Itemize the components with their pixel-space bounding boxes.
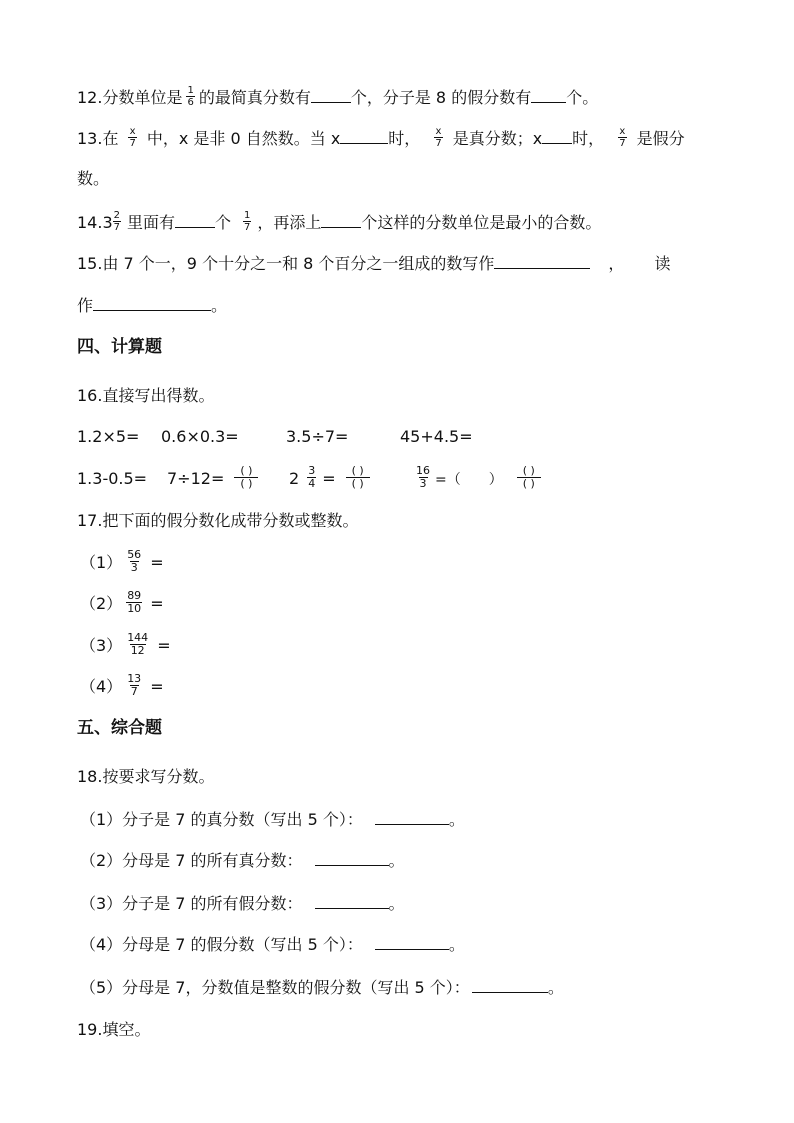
fraction: $\frac{x}{7}$	[129, 126, 136, 149]
question-13-cont: 数。	[77, 169, 110, 188]
fraction: $\frac{1}{6}$	[187, 85, 194, 108]
answer-blank[interactable]	[315, 892, 389, 909]
answer-blank[interactable]	[375, 808, 449, 825]
question-17-title: 17.把下面的假分数化成带分数或整数。	[77, 511, 359, 530]
blank-fraction[interactable]: ( ) ( )	[234, 465, 258, 490]
answer-blank[interactable]	[531, 86, 566, 103]
answer-blank[interactable]	[321, 211, 361, 228]
calc-item: $\frac{16}{3}$ =（ ） ( ) ( )	[415, 467, 545, 492]
question-16-title: 16.直接写出得数。	[77, 386, 215, 405]
answer-blank[interactable]	[311, 86, 351, 103]
question-19-title: 19.填空。	[77, 1020, 151, 1039]
fraction: $\frac{1}{7}$	[244, 210, 251, 233]
fraction: $\frac{16}{3}$	[416, 464, 430, 490]
question-15: 15.由 7 个一，9 个十分之一和 8 个百分之一组成的数写作 ， 读	[77, 254, 671, 273]
fraction: $\frac{89}{10}$	[127, 589, 142, 615]
fraction: $\frac{13}{7}$	[127, 672, 142, 698]
question-13: 13.在 $\frac{x}{7}$ 中，x 是非 0 自然数。当 x 时， $\frac{x}{7}$ 是真分数；x 时， $\frac{x}{7}$ 是假分	[77, 126, 685, 149]
fraction: $\frac{3}{4}$	[308, 464, 316, 490]
question-14: 14.3 $\frac{2}{7}$ 里面有 个 $\frac{1}{7}$ ，再添上 个这样的分数单位是最小的合数。	[77, 210, 602, 233]
section-heading: 五、综合题	[77, 718, 162, 738]
section-heading: 四、计算题	[77, 337, 162, 357]
fraction: $\frac{144}{12}$	[127, 631, 149, 657]
list-item: （1） $\frac{56}{3}$ =	[80, 548, 164, 574]
list-item: （1）分子是 7 的真分数（写出 5 个）： 。	[80, 810, 465, 829]
calc-item: 0.6×0.3=	[161, 427, 239, 446]
answer-blank[interactable]	[375, 933, 449, 950]
list-item: （4） $\frac{13}{7}$ =	[80, 672, 164, 698]
list-item: （5）分母是 7，分数值是整数的假分数（写出 5 个）： 。	[80, 978, 564, 997]
list-item: （4）分母是 7 的假分数（写出 5 个）： 。	[80, 935, 465, 954]
question-18-title: 18.按要求写分数。	[77, 767, 215, 786]
fraction: $\frac{2}{7}$	[113, 210, 120, 233]
list-item: （3）分子是 7 的所有假分数： 。	[80, 894, 405, 913]
answer-blank[interactable]	[93, 294, 211, 311]
list-item: （2）分母是 7 的所有真分数： 。	[80, 851, 405, 870]
fraction: $\frac{x}{7}$	[435, 126, 442, 149]
answer-blank[interactable]	[494, 252, 590, 269]
blank-fraction[interactable]: ( ) ( )	[346, 465, 370, 490]
answer-blank[interactable]	[315, 849, 389, 866]
calc-item: 3.5÷7=	[286, 427, 349, 446]
fraction: $\frac{x}{7}$	[619, 126, 626, 149]
fraction: $\frac{56}{3}$	[127, 548, 142, 574]
calc-item: 1.2×5=	[77, 427, 140, 446]
calc-item: 45+4.5=	[400, 427, 473, 446]
list-item: （2） $\frac{89}{10}$ =	[80, 589, 164, 615]
calc-item: 2 $\frac{3}{4}$ = ( ) ( )	[289, 467, 374, 492]
calc-item: 7÷12= ( ) ( )	[167, 467, 262, 492]
calc-item: 1.3-0.5=	[77, 469, 148, 488]
answer-blank[interactable]	[472, 976, 548, 993]
question-15-cont: 作 。	[77, 296, 228, 315]
blank-fraction[interactable]: ( ) ( )	[517, 465, 541, 490]
answer-blank[interactable]	[542, 127, 572, 144]
question-12: 12.分数单位是 $\frac{1}{6}$ 的最简真分数有 个，分子是 8 的假分数有 个。	[77, 85, 599, 108]
list-item: （3） $\frac{144}{12}$ =	[80, 631, 171, 657]
answer-blank[interactable]	[340, 127, 388, 144]
answer-blank[interactable]	[175, 211, 215, 228]
